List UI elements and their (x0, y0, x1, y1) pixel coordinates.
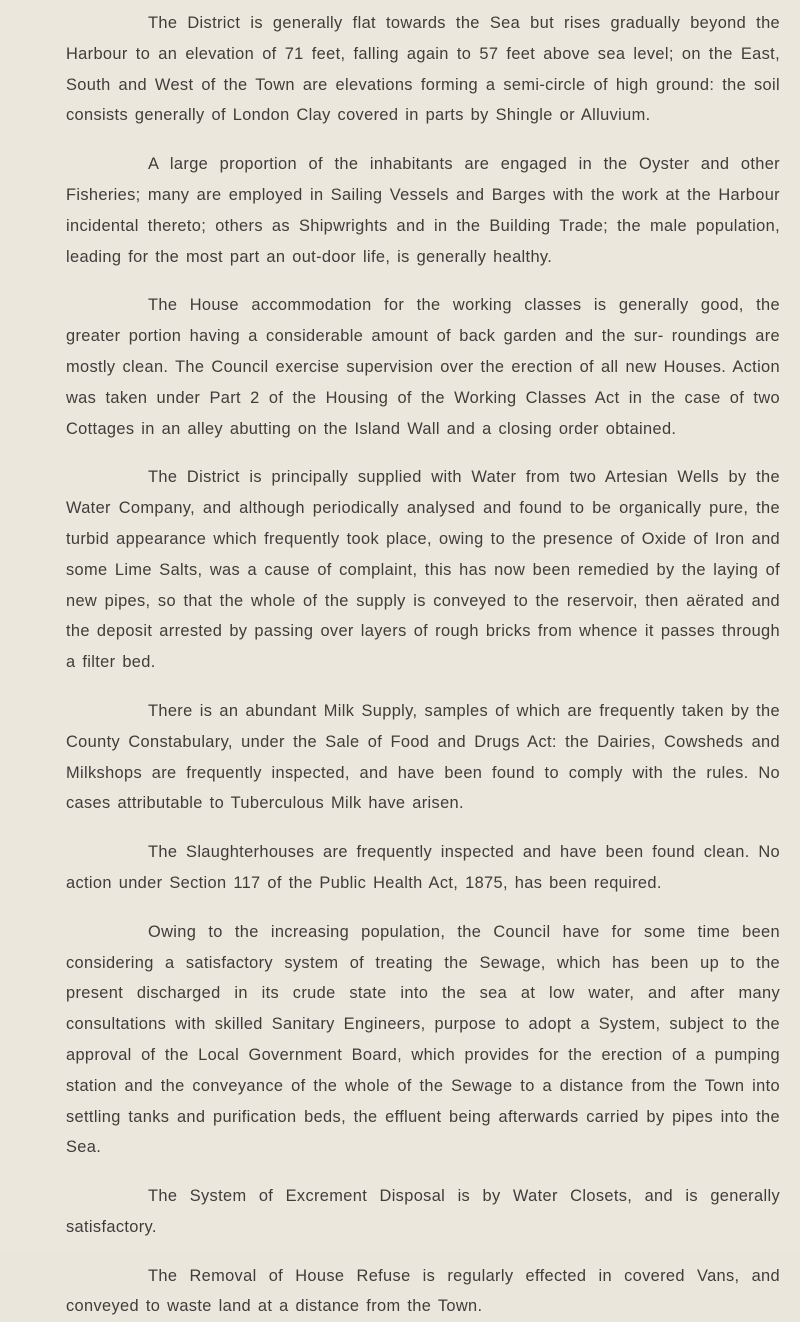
paragraph-district-geography: The District is generally flat towards the Sea but rises gradually beyond the Harbour to an elevation of 71 feet, falling again to 57 feet above sea level; on the East, South and West of the Town are elevations forming a semi-circle of high ground: the soil consists generally of London Clay covered in parts by Shingle or Alluvium. (66, 14, 780, 125)
paragraph-inhabitants-occupations: A large proportion of the inhabitants are engaged in the Oyster and other Fisheries; many are employed in Sailing Vessels and Barges with the work at the Harbour incidental thereto; others as Shipwrights and in the Building Trade; the male population, leading for the most part an out-door life, is generally healthy. (66, 155, 780, 266)
document-body (66, 8, 780, 1322)
paragraph-sewage-system: Owing to the increasing population, the Council have for some time been considering a satisfactory system of treating the Sewage, which has been up to the present discharged in its crude state into the sea at low water, and after many consultations with skilled Sanitary Engineers, purpose to adopt a System, subject to the approval of the Local Government Board, which provides for the erection of a pumping station and the conveyance of the whole of the Sewage to a distance from the Town into settling tanks and purification beds, the effluent being afterwards carried by pipes into the Sea. (66, 922, 780, 1157)
paragraph-refuse-removal: The Removal of House Refuse is regularly effected in covered Vans, and conveyed to waste land at a distance from the Town. (66, 1266, 780, 1316)
paragraph-milk-supply: There is an abundant Milk Supply, samples of which are frequently taken by the County Constabulary, under the Sale of Food and Drugs Act: the Dairies, Cowsheds and Milkshops are frequently inspected, and have been found to comply with the rules. No cases attributable to Tuberculous Milk have arisen. (66, 701, 780, 813)
paragraph-excrement-disposal: The System of Excrement Disposal is by Water Closets, and is generally satisfactory. (66, 1187, 780, 1236)
paragraph-house-accommodation: The House accommodation for the working classes is generally good, the greater portion having a considerable amount of back garden and the sur- roundings are mostly clean. The Council exercise supervision over the erection of all new Houses. Action was taken under Part 2 of the Housing of the Working Classes Act in the case of two Cottages in an alley abutting on the Island Wall and a closing order obtained. (66, 296, 780, 438)
paragraph-water-supply: The District is principally supplied with Water from two Artesian Wells by the Water Company, and although periodically analysed and found to be organically pure, the turbid appearance which frequently took place, owing to the presence of Oxide of Iron and some Lime Salts, was a cause of complaint, this has now been remedied by the laying of new pipes, so that the whole of the supply is conveyed to the reservoir, then aërated and the deposit arrested by passing over layers of rough bricks from whence it passes through a filter bed. (66, 468, 780, 672)
paragraph-slaughterhouses: The Slaughterhouses are frequently inspected and have been found clean. No action under Section 117 of the Public Health Act, 1875, has been required. (66, 843, 780, 892)
